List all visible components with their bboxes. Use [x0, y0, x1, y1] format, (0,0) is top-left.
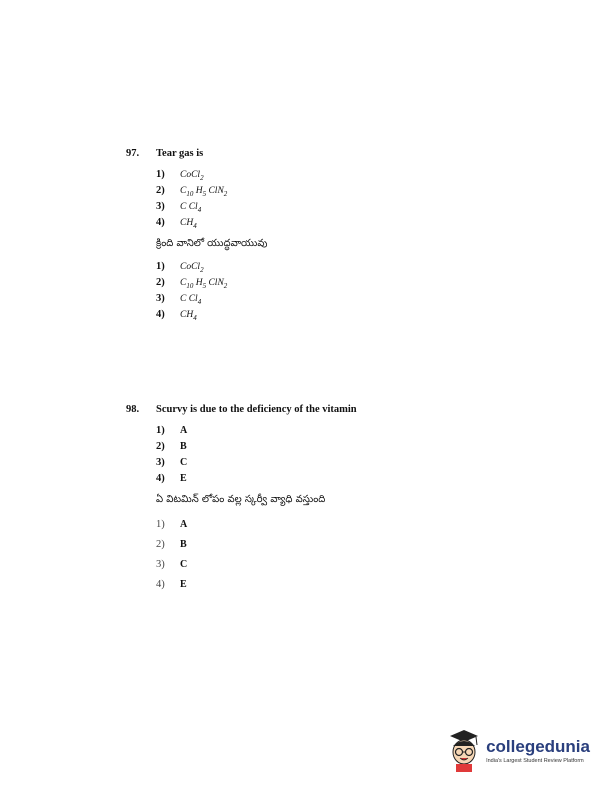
option-value: E — [180, 579, 187, 590]
option-number: 2) — [156, 185, 165, 196]
option-te-1 — [156, 515, 357, 535]
question-header — [126, 148, 267, 159]
logo-name: collegedunia — [486, 736, 590, 756]
option-te-2 — [156, 275, 267, 291]
option-number: 3) — [156, 293, 165, 304]
option-number: 4) — [156, 309, 165, 320]
option-formula: $CH_4$ — [180, 310, 197, 322]
option-te-1 — [156, 259, 267, 275]
question-text-telugu: ఏ విటమిన్ లోపం వల్ల స్కర్వీ వ్యాధి వస్తుంది — [156, 494, 326, 505]
option-value: E — [180, 473, 187, 484]
options-english — [156, 167, 267, 323]
mascot-icon — [446, 728, 482, 772]
option-number: 1) — [156, 425, 165, 436]
options-telugu — [156, 515, 357, 595]
option-formula: $C_{10}$ $H_5$ ClN$_2$ — [180, 278, 228, 290]
question-text: Tear gas is — [156, 148, 204, 159]
option-formula: $C_{10}$ $H_5$ ClN$_2$ — [180, 186, 228, 198]
question-98 — [126, 404, 357, 595]
collegedunia-logo[interactable] — [446, 728, 590, 772]
question-text: Scurvy is due to the deficiency of the vitamin — [156, 404, 357, 415]
question-97 — [126, 148, 267, 323]
option-te-3 — [156, 555, 357, 575]
option-number: 3) — [156, 559, 165, 570]
option-value: A — [180, 425, 188, 436]
option-number: 4) — [156, 217, 165, 228]
question-text-telugu: క్రింది వానిలో యుద్ధవాయువు — [156, 238, 268, 249]
option-1 — [156, 423, 357, 439]
option-4 — [156, 215, 267, 231]
option-1 — [156, 167, 267, 183]
option-formula: CoCl$_2$ — [180, 262, 204, 274]
option-value: A — [180, 519, 188, 530]
option-value: B — [180, 539, 187, 550]
question-header — [126, 404, 357, 415]
option-3 — [156, 455, 357, 471]
options-english — [156, 423, 357, 487]
option-number: 2) — [156, 539, 165, 550]
option-number: 4) — [156, 579, 165, 590]
option-formula: C $Cl_4$ — [180, 294, 202, 306]
option-value: B — [180, 441, 187, 452]
option-3 — [156, 199, 267, 215]
option-number: 4) — [156, 473, 165, 484]
option-number: 1) — [156, 519, 165, 530]
option-te-4 — [156, 307, 267, 323]
option-te-2 — [156, 535, 357, 555]
option-value: C — [180, 457, 188, 468]
option-4 — [156, 471, 357, 487]
option-number: 1) — [156, 261, 165, 272]
question-number: 97. — [126, 148, 140, 159]
option-number: 2) — [156, 277, 165, 288]
option-number: 3) — [156, 201, 165, 212]
option-number: 3) — [156, 457, 165, 468]
option-formula: $CH_4$ — [180, 218, 197, 230]
logo-tagline: India's Largest Student Review Platform — [486, 757, 584, 764]
option-2 — [156, 183, 267, 199]
option-formula: CoCl$_2$ — [180, 170, 204, 182]
option-te-3 — [156, 291, 267, 307]
option-number: 2) — [156, 441, 165, 452]
option-value: C — [180, 559, 188, 570]
option-formula: C $Cl_4$ — [180, 202, 202, 214]
option-te-4 — [156, 575, 357, 595]
option-number: 1) — [156, 169, 165, 180]
option-2 — [156, 439, 357, 455]
question-number: 98. — [126, 404, 140, 415]
